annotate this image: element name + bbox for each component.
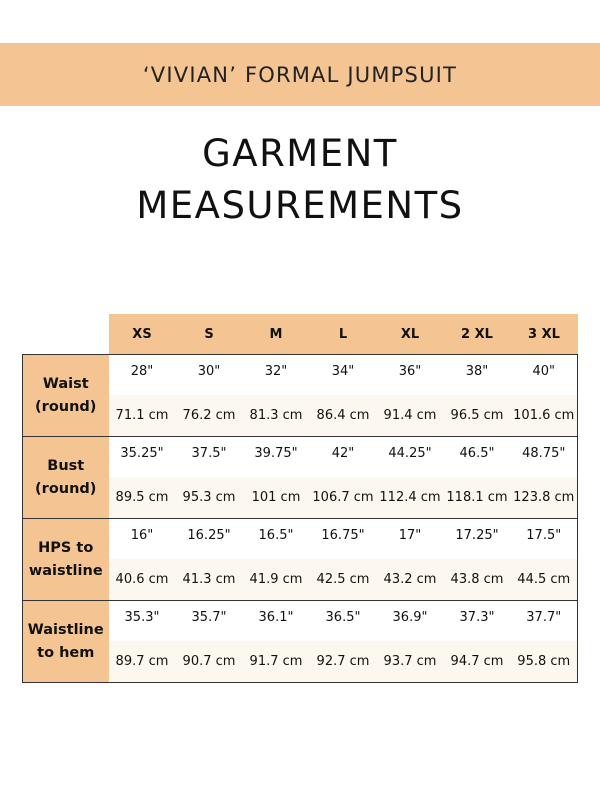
- table-cell: 95.3 cm: [176, 477, 243, 519]
- table-cell: 35.7": [176, 601, 243, 642]
- table-row-waist-inches: [23, 355, 578, 396]
- row-label-bust: [23, 437, 109, 519]
- table-cell: 35.25": [109, 437, 176, 478]
- table-cell: 32": [243, 355, 310, 396]
- table-cell: 71.1 cm: [109, 395, 176, 437]
- table-cell: 16.25": [176, 519, 243, 560]
- table-cell: 118.1 cm: [444, 477, 511, 519]
- table-cell: 44.5 cm: [511, 559, 578, 601]
- table-cell: 106.7 cm: [310, 477, 377, 519]
- table-cell: 41.9 cm: [243, 559, 310, 601]
- table-cell: 16": [109, 519, 176, 560]
- table-cell: 36.9": [377, 601, 444, 642]
- table-row-hem-inches: [23, 601, 578, 642]
- size-header-xs: XS: [109, 314, 176, 355]
- table-cell: 93.7 cm: [377, 641, 444, 683]
- title-line-2: MEASUREMENTS: [136, 184, 464, 227]
- table-cell: 30": [176, 355, 243, 396]
- table-cell: 89.7 cm: [109, 641, 176, 683]
- table-row-bust-inches: [23, 437, 578, 478]
- table-cell: 90.7 cm: [176, 641, 243, 683]
- table-cell: 36": [377, 355, 444, 396]
- row-label-line: to hem: [37, 644, 95, 661]
- table-cell: 96.5 cm: [444, 395, 511, 437]
- table-cell: 36.1": [243, 601, 310, 642]
- page-title: [0, 128, 600, 232]
- table-cell: 43.2 cm: [377, 559, 444, 601]
- row-label-line: Bust: [47, 457, 85, 474]
- table-cell: 40.6 cm: [109, 559, 176, 601]
- product-name: ‘VIVIAN’ FORMAL JUMPSUIT: [142, 62, 458, 87]
- table-cell: 95.8 cm: [511, 641, 578, 683]
- table-cell: 101 cm: [243, 477, 310, 519]
- table-cell: 44.25": [377, 437, 444, 478]
- table-cell: 48.75": [511, 437, 578, 478]
- row-label-line: (round): [35, 398, 97, 415]
- table-cell: 34": [310, 355, 377, 396]
- row-label-hps: [23, 519, 109, 601]
- title-line-1: GARMENT: [202, 132, 398, 175]
- table-cell: 91.7 cm: [243, 641, 310, 683]
- table-cell: 42": [310, 437, 377, 478]
- table-cell: 94.7 cm: [444, 641, 511, 683]
- table-cell: 37.3": [444, 601, 511, 642]
- row-label-line: Waist: [42, 375, 89, 392]
- header-corner: [23, 314, 109, 355]
- table-cell: 17.25": [444, 519, 511, 560]
- table-cell: 92.7 cm: [310, 641, 377, 683]
- table-cell: 76.2 cm: [176, 395, 243, 437]
- size-header-2xl: 2 XL: [444, 314, 511, 355]
- table-cell: 40": [511, 355, 578, 396]
- row-label-line: HPS to: [38, 539, 94, 556]
- table-cell: 89.5 cm: [109, 477, 176, 519]
- size-header-xl: XL: [377, 314, 444, 355]
- row-label-line: waistline: [28, 562, 103, 579]
- size-header-row: [23, 314, 578, 355]
- table-cell: 37.7": [511, 601, 578, 642]
- table-cell: 43.8 cm: [444, 559, 511, 601]
- measurements-table: [22, 314, 578, 683]
- row-label-waist: [23, 355, 109, 437]
- product-banner: [0, 43, 600, 106]
- table-cell: 16.5": [243, 519, 310, 560]
- row-label-waistline-to-hem: [23, 601, 109, 683]
- table-cell: 91.4 cm: [377, 395, 444, 437]
- size-header-m: M: [243, 314, 310, 355]
- table-cell: 17.5": [511, 519, 578, 560]
- table-cell: 28": [109, 355, 176, 396]
- table-cell: 17": [377, 519, 444, 560]
- table-cell: 81.3 cm: [243, 395, 310, 437]
- table-cell: 86.4 cm: [310, 395, 377, 437]
- size-header-l: L: [310, 314, 377, 355]
- table-cell: 41.3 cm: [176, 559, 243, 601]
- row-label-line: Waistline: [27, 621, 104, 638]
- table-cell: 38": [444, 355, 511, 396]
- table-row-hps-inches: [23, 519, 578, 560]
- row-label-line: (round): [35, 480, 97, 497]
- table-cell: 37.5": [176, 437, 243, 478]
- size-header-s: S: [176, 314, 243, 355]
- table-cell: 123.8 cm: [511, 477, 578, 519]
- table-cell: 39.75": [243, 437, 310, 478]
- table-cell: 16.75": [310, 519, 377, 560]
- table-cell: 112.4 cm: [377, 477, 444, 519]
- table-cell: 35.3": [109, 601, 176, 642]
- table-cell: 36.5": [310, 601, 377, 642]
- table-cell: 42.5 cm: [310, 559, 377, 601]
- table-cell: 101.6 cm: [511, 395, 578, 437]
- table-cell: 46.5": [444, 437, 511, 478]
- size-header-3xl: 3 XL: [511, 314, 578, 355]
